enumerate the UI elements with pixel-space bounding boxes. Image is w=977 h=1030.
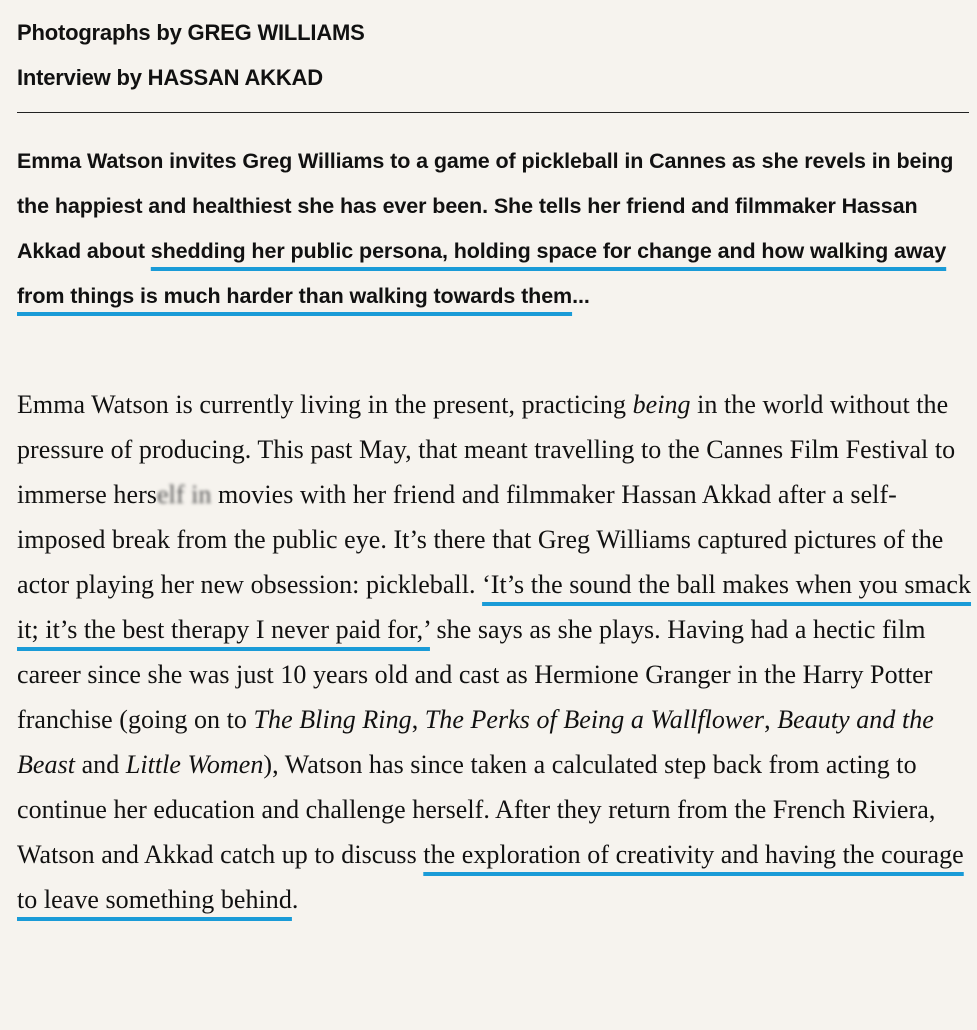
body-text: , <box>764 705 778 734</box>
body-italic: being <box>632 390 691 419</box>
interviewer-credit: Interview by HASSAN AKKAD <box>17 65 323 90</box>
film-title: The Bling Ring <box>253 705 412 734</box>
closing-highlight: the exploration of creativity and having the courage to leave something behind <box>17 840 964 914</box>
obscured-text: elf in <box>156 480 212 509</box>
body-text: ), Watson has since taken a calculated step back from acting to continue her education and challenge herself. After they return from the French Riviera, Watson and Akkad catch up to discuss <box>17 750 936 869</box>
standfirst-text: Emma Watson invites Greg Williams to a game of pickleball in Cannes as she revels in being the happiest and healthiest she has ever been. She tells her friend and filmmaker Hassan Akkad about <box>17 149 954 263</box>
body-text: she says as she plays. Having had a hectic film career since she was just 10 years old and cast as Hermione Granger in the Harry Potter franchise (going on to <box>17 615 933 734</box>
standfirst-ellipsis: ... <box>572 284 590 308</box>
body-text: . <box>291 885 299 914</box>
film-title: The Perks of Being a Wallflower <box>424 705 765 734</box>
article-body <box>17 382 972 922</box>
film-title: Beauty and the Beast <box>17 705 934 779</box>
body-text: Emma Watson is currently living in the present, practicing <box>17 390 633 419</box>
film-title: Little Women <box>125 750 264 779</box>
body-text: in the world without the pressure of producing. This past May, that meant travelling to the Cannes Film Festival to immerse hers <box>17 390 956 509</box>
body-text: movies with her friend and filmmaker Hassan Akkad after a self-imposed break from the public eye. It’s there that Greg Williams captured pictures of the actor playing her new obsession: pickleball. <box>17 480 944 599</box>
divider <box>17 112 969 113</box>
standfirst <box>17 139 967 319</box>
quote-highlight: ‘It’s the sound the ball makes when you smack it; it’s the best therapy I never paid for,’ <box>17 570 972 644</box>
standfirst-highlight: shedding her public persona, holding space for change and how walking away from things is much harder than walking towards them <box>17 239 947 308</box>
body-text: , <box>411 705 425 734</box>
credits <box>17 10 365 100</box>
photographer-credit: Photographs by GREG WILLIAMS <box>17 20 365 45</box>
body-text: and <box>75 750 126 779</box>
